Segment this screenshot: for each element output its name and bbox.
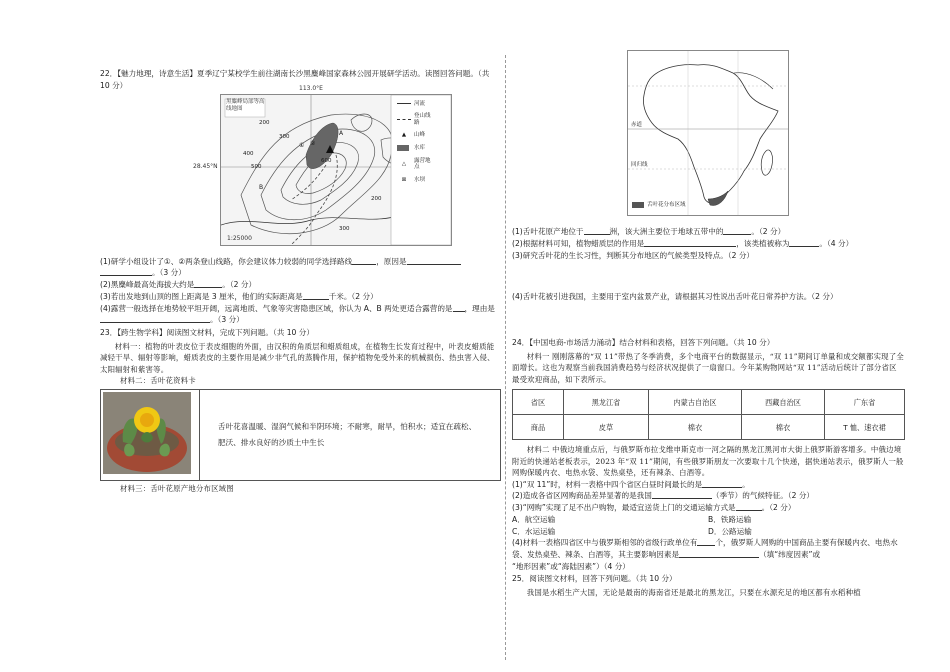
map-point-2: ② — [310, 139, 316, 147]
q23-1-end: 。（2 分） — [751, 227, 786, 236]
q23-4-text: (4)舌叶花被引进我国，主要用于室内盆景产业，请根据其习性说出舌叶花日常养护方法。（2 分） — [512, 292, 838, 302]
river-icon — [397, 103, 411, 104]
tropic-label: 回归线 — [631, 162, 648, 168]
q24-2-blank[interactable] — [652, 490, 712, 499]
q22-4-end: 。（3 分） — [210, 315, 244, 325]
camp-icon: △ — [401, 160, 407, 167]
peak-icon: ▲ — [401, 132, 407, 139]
q23-material-2-label: 材料二：舌叶花资料卡 — [120, 376, 196, 386]
q23-title: 23．【跨生物学科】阅读图文材料，完成下列问题。（共 10 分） — [100, 328, 314, 338]
q23-1-blank-2[interactable] — [723, 226, 751, 235]
q24-3-blank[interactable] — [736, 502, 762, 511]
legend-trail: 登山线路 — [414, 113, 431, 126]
contour-label-5: 200 — [371, 195, 382, 202]
map-point-1: ① — [299, 141, 305, 149]
contour-label-7: 600 — [321, 157, 332, 164]
equator-label: 赤道 — [631, 122, 643, 128]
option-a[interactable]: A．航空运输 — [512, 514, 556, 524]
plant-photo — [103, 392, 191, 474]
africa-map — [627, 50, 789, 216]
q24-1-end: 。 — [742, 479, 750, 489]
q24-1-blank[interactable] — [702, 479, 742, 488]
contour-label-2: 300 — [279, 133, 290, 140]
q24-2-end: （季节）的气候特征。（2 分） — [711, 491, 815, 501]
q22-questions — [100, 256, 500, 327]
legend-river: 河流 — [414, 100, 426, 107]
map-point-b: B — [259, 183, 264, 191]
q23-material-3-label: 材料三：舌叶花原产地分布区域图 — [120, 483, 234, 493]
contour-map — [193, 84, 452, 246]
q23-1-text: (1)舌叶花原产地位于 — [512, 227, 584, 236]
table-cell: 皮草 — [564, 415, 649, 440]
legend-camp: 露营地点 — [414, 157, 431, 171]
map-title: 黑麋峰局部等高线地图 — [226, 98, 265, 112]
q24-1-text: (1)“双 11”时，材料一表格中四个省区白昼时间最长的是 — [512, 479, 703, 489]
q22-1-blank[interactable] — [352, 256, 376, 265]
q24-4-blank-2[interactable] — [679, 549, 759, 558]
q24-3-text: (3)“网购”实现了足不出户购物，最适宜送货上门的交通运输方式是 — [512, 503, 736, 513]
q22-2-end: 。（2 分） — [222, 280, 257, 290]
q22-2-blank[interactable] — [194, 279, 222, 288]
q22-1-text: (1)研学小组设计了①、②两条登山线路，你会建议体力较弱的同学选择路线 — [100, 256, 353, 266]
contour-label-3: 400 — [243, 150, 254, 157]
q22-1-reason-blank[interactable] — [407, 256, 461, 265]
table-cell: 棉衣 — [649, 415, 742, 440]
q22-1-end: 。（3 分） — [152, 268, 186, 278]
q24-options-row-2 — [512, 526, 904, 538]
distribution-area-icon — [632, 202, 644, 208]
contour-label-6: 300 — [339, 225, 350, 232]
table-cell: 西藏自治区 — [742, 390, 825, 415]
q24-options-row-1 — [512, 514, 904, 526]
legend-distribution: 舌叶花分布区域 — [647, 202, 686, 208]
q24-4-end: “地形因素”或“海陆因素”）（4 分） — [512, 562, 630, 571]
map-scale-label: 1:25000 — [227, 234, 252, 242]
table-cell: 内蒙古自治区 — [649, 390, 742, 415]
table-cell: 省区 — [513, 390, 564, 415]
option-b[interactable]: B．铁路运输 — [708, 514, 752, 524]
table-cell: 棉衣 — [742, 415, 825, 440]
q23-right-questions — [512, 226, 904, 303]
map-point-a: A — [339, 129, 344, 137]
q25-title: 25．阅读图文材料，回答下列问题。（共 10 分） — [512, 573, 677, 583]
q24-4-mid-2: （填“纬度因素”或 — [759, 550, 821, 560]
reservoir-icon — [397, 145, 409, 151]
q23-1-blank[interactable] — [584, 226, 610, 235]
q24-2-text: (2)造成各省区网购商品差异显著的是我国 — [512, 491, 652, 501]
q22-4-blank[interactable] — [453, 303, 465, 312]
q22-1-reason: ，原因是 — [376, 256, 407, 266]
dam-icon: ⊠ — [401, 176, 407, 183]
q22-2-text: (2)黑麋峰最高处海拔大约是 — [100, 280, 195, 290]
table-cell: T 恤、速衣裙 — [825, 415, 905, 440]
table-row — [513, 415, 905, 440]
plant-card-text-cell — [200, 389, 501, 480]
plant-card-text: 舌叶花喜温暖、湿润气候和半阴环境；不耐寒，耐旱，怕积水；适宜在疏松、肥沃、排水良好的沙质土中生长 — [218, 421, 477, 447]
q22-1-reason-blank-2[interactable] — [100, 267, 152, 276]
option-c[interactable]: C．水运运输 — [512, 526, 556, 536]
q23-material-1: 材料一：植物的叶表皮位于表皮细胞的外面，由汉积的角质层和蜡质组成，在植物生长发育过程中，叶表皮蜡质能减轻干旱、辐射等影响，蜡质表皮的主要作用是减少非气孔的蒸腾作用，保护植物免受外来的机械损伤、热虫害入侵、太阳辐射和紫害等。 — [100, 341, 495, 374]
q24-4-mid: 个，俄罗斯人网购的中国商品主要有保暖内衣、电热水袋、发热桌垫、辣条、白酒等，其主要影响因素是 — [512, 538, 898, 560]
q22-3-text: (3)若出发地到山顶的图上距离是 3 厘米，他们的实际距离是 — [100, 291, 303, 301]
q25-material-1: 我国是水稻生产大国，无论是最南的海南省还是最北的黑龙江，只要在水源充足的地区都有水稻种植 — [526, 587, 861, 597]
q23-2-text: (2)根据材料可知，植物蜡质层的作用是 — [512, 238, 645, 248]
q22-4-text: (4)露营一般选择在地势较平坦开阔，远离地质、气象等灾害隐患区域，你认为 A、B 两处更适合露营的是 — [100, 303, 453, 313]
map-latitude-label: 28.45°N — [193, 162, 218, 170]
column-divider — [505, 55, 506, 660]
q23-2-blank[interactable] — [644, 238, 736, 247]
q22-3-blank[interactable] — [303, 291, 329, 300]
right-column — [512, 50, 904, 598]
table-cell: 广东省 — [825, 390, 905, 415]
map-longitude-label: 113.0°E — [299, 84, 323, 92]
product-table — [512, 389, 905, 440]
q23-3-text: (3)研究舌叶花的生长习性，判断其分布地区的气候类型及特点。（2 分） — [512, 250, 755, 260]
left-column — [100, 68, 500, 494]
q22-3-end: 千米。（2 分） — [328, 291, 378, 301]
contour-label-4: 500 — [251, 163, 262, 170]
q22-4-reason: ，理由是 — [464, 303, 495, 313]
trail-icon — [397, 119, 411, 120]
table-cell: 商品 — [513, 415, 564, 440]
q22-4-reason-blank[interactable] — [100, 314, 210, 323]
option-d[interactable]: D．公路运输 — [708, 526, 752, 536]
q23-2-mid: ，该类植被称为 — [736, 238, 790, 248]
africa-map-svg — [628, 51, 788, 215]
legend-reservoir: 水库 — [414, 144, 426, 151]
africa-map-legend — [632, 201, 686, 210]
map-legend — [397, 101, 449, 184]
q24-4-blank[interactable] — [697, 537, 715, 546]
table-row — [513, 390, 905, 415]
contour-label-1: 200 — [259, 119, 270, 126]
q24-material-1: 材料一 刚刚落幕的“双 11”带热了冬季消费，多个电商平台的数据显示，“双 11”期间订单量和成交额都实现了全面增长。这也为观察当前我国消费趋势与经济状况提供了一扇窗口。今年某购物网站“双 11”活动后统计了部分省区最受欢迎商品，如下表所示。 — [512, 351, 904, 384]
plant-photo-cell — [101, 389, 200, 480]
q23-1-mid: 洲，该大洲主要位于地球五带中的 — [609, 227, 724, 236]
q22-title: 22．【魅力地理，诗意生活】夏季辽宁某校学生前往湖南长沙黑麋峰国家森林公园开展研学活动。读图回答问题。（共 10 分） — [100, 69, 490, 90]
q24-4-text: (4)材料一表格四省区中与俄罗斯相邻的省级行政单位有 — [512, 538, 698, 548]
legend-dam: 水坝 — [414, 176, 426, 183]
q23-2-end: 。（4 分） — [819, 238, 854, 248]
q24-material-2: 材料二 中俄边境重点后，与俄罗斯布拉戈维申斯克市一河之隔的黑龙江黑河市大街上俄罗斯游客增多。中俄边境附近的快递站老板表示，2023 年“双 11”期间，有些俄罗斯朋友一次要取十几个快递，据快递站表示，俄罗斯人一般网购保暖内衣、电热水袋、发热桌垫，还有辣条、白酒等。 — [512, 445, 904, 478]
table-cell: 黑龙江省 — [564, 390, 649, 415]
q24-3-end: 。（2 分） — [761, 503, 796, 513]
q23-2-blank-2[interactable] — [789, 238, 819, 247]
legend-peak: 山峰 — [414, 132, 426, 139]
q24-title: 24．【中国电商-市场活力涌动】结合材料和表格，回答下列问题。（共 10 分） — [512, 338, 775, 348]
plant-info-card — [100, 389, 501, 481]
